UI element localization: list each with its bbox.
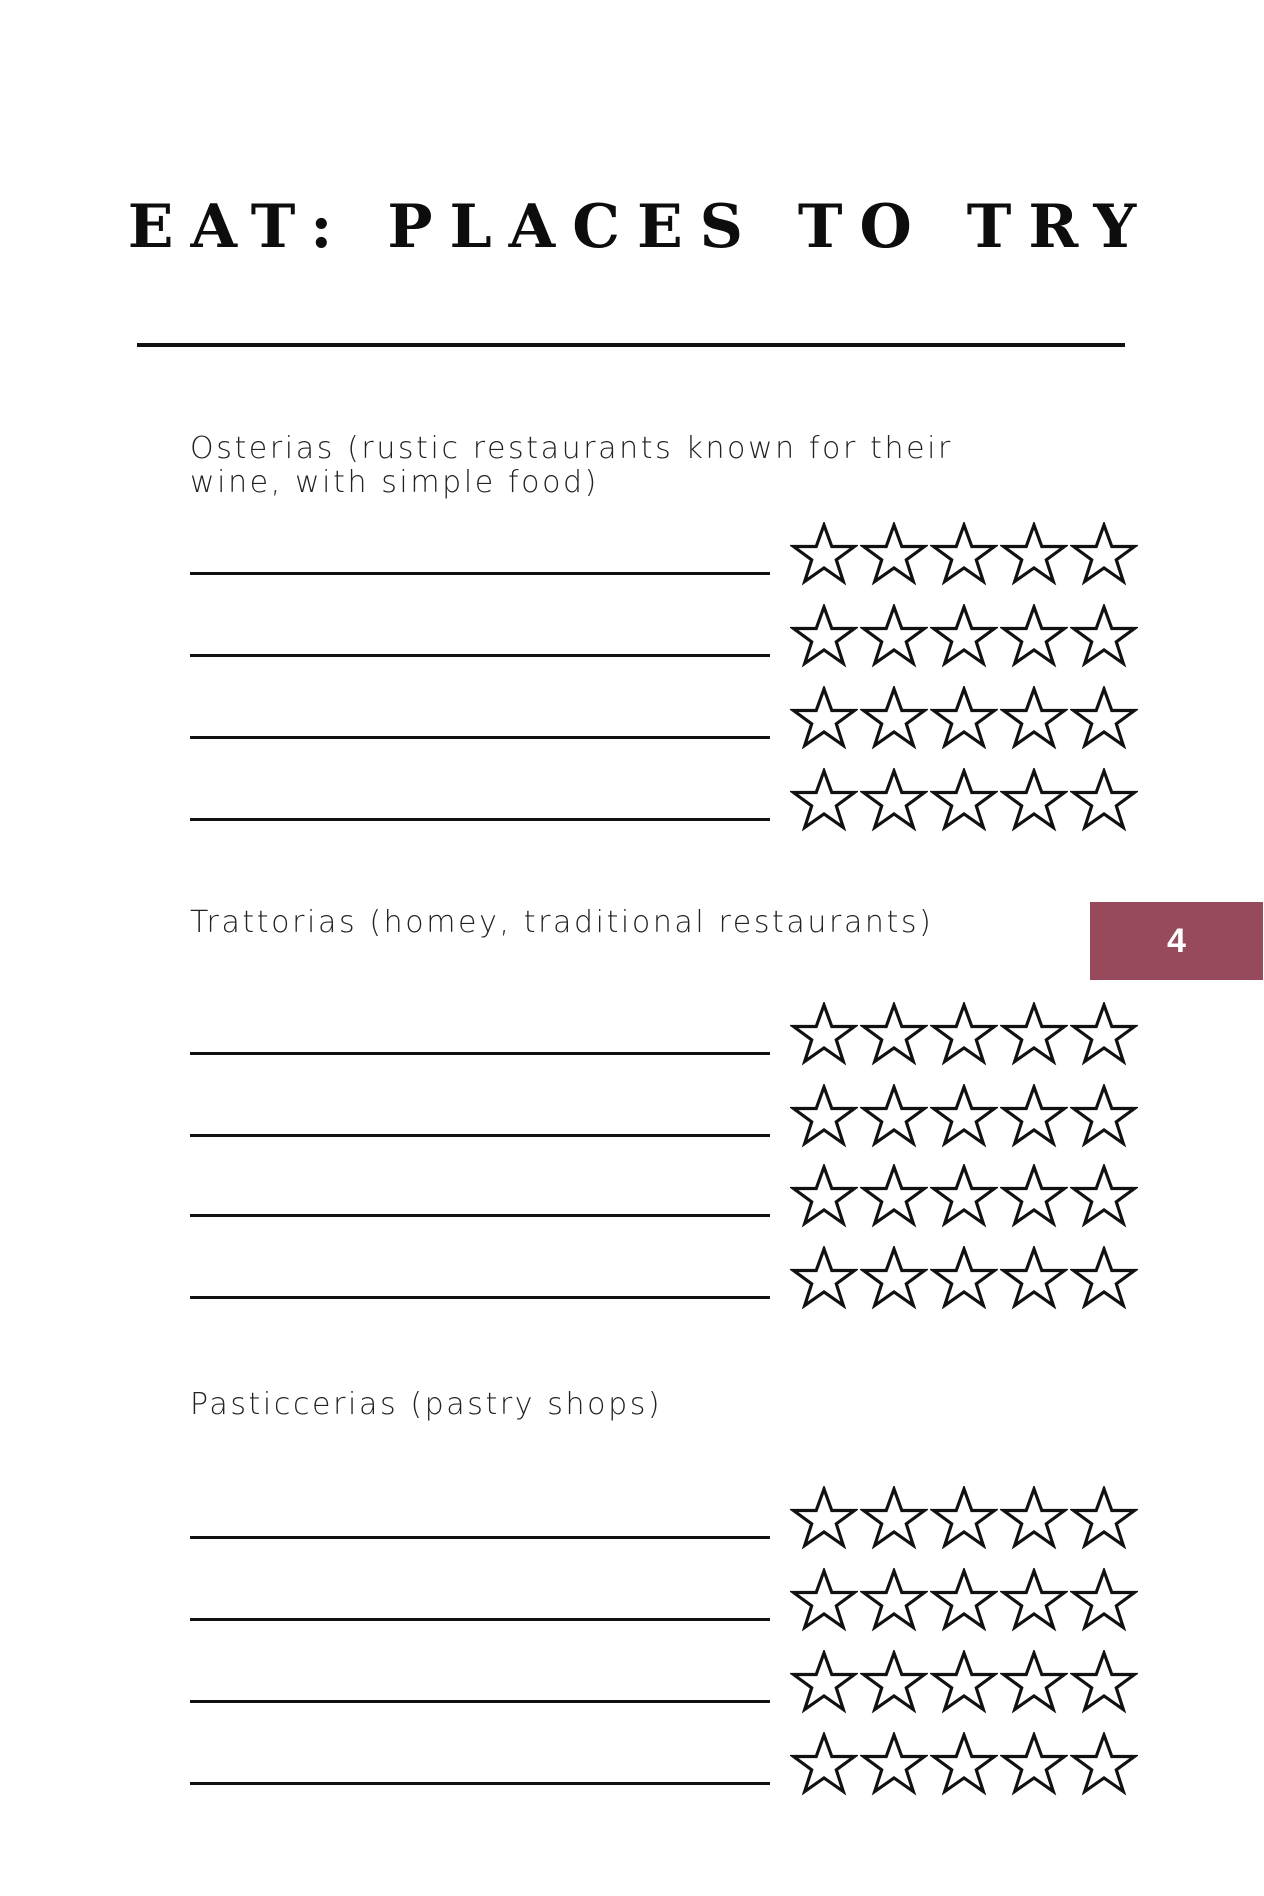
write-in-line[interactable] (190, 1782, 770, 1785)
star-outline-icon[interactable] (790, 1002, 858, 1068)
write-in-line[interactable] (190, 654, 770, 657)
star-rating (790, 1084, 1138, 1150)
star-outline-icon[interactable] (860, 1164, 928, 1230)
star-outline-icon[interactable] (930, 1486, 998, 1552)
star-outline-icon[interactable] (930, 1002, 998, 1068)
write-in-line[interactable] (190, 1536, 770, 1539)
star-outline-icon[interactable] (860, 604, 928, 670)
write-in-line[interactable] (190, 1214, 770, 1217)
star-outline-icon[interactable] (860, 1002, 928, 1068)
star-outline-icon[interactable] (1070, 1084, 1138, 1150)
star-outline-icon[interactable] (1000, 1568, 1068, 1634)
star-outline-icon[interactable] (1070, 768, 1138, 834)
write-in-line[interactable] (190, 1296, 770, 1299)
star-outline-icon[interactable] (1000, 1732, 1068, 1798)
star-outline-icon[interactable] (1070, 1246, 1138, 1312)
star-outline-icon[interactable] (790, 1246, 858, 1312)
star-outline-icon[interactable] (790, 1650, 858, 1716)
star-outline-icon[interactable] (860, 1084, 928, 1150)
star-outline-icon[interactable] (1000, 1486, 1068, 1552)
star-outline-icon[interactable] (930, 1084, 998, 1150)
star-outline-icon[interactable] (930, 522, 998, 588)
page-title: EAT: PLACES TO TRY (127, 192, 1154, 262)
star-outline-icon[interactable] (930, 1732, 998, 1798)
star-outline-icon[interactable] (930, 1164, 998, 1230)
page-number: 4 (1167, 921, 1186, 960)
star-outline-icon[interactable] (790, 1568, 858, 1634)
star-outline-icon[interactable] (860, 1650, 928, 1716)
star-outline-icon[interactable] (1000, 1650, 1068, 1716)
star-outline-icon[interactable] (790, 1164, 858, 1230)
write-in-line[interactable] (190, 736, 770, 739)
star-outline-icon[interactable] (860, 1568, 928, 1634)
star-outline-icon[interactable] (790, 522, 858, 588)
star-outline-icon[interactable] (790, 604, 858, 670)
star-rating (790, 522, 1138, 588)
star-outline-icon[interactable] (1000, 686, 1068, 752)
star-outline-icon[interactable] (930, 686, 998, 752)
star-outline-icon[interactable] (1000, 1002, 1068, 1068)
star-outline-icon[interactable] (860, 522, 928, 588)
section-heading: Pasticcerias (pastry shops) (190, 1387, 663, 1422)
star-outline-icon[interactable] (860, 1732, 928, 1798)
star-rating (790, 1568, 1138, 1634)
star-rating (790, 1650, 1138, 1716)
star-rating (790, 768, 1138, 834)
star-outline-icon[interactable] (1000, 1164, 1068, 1230)
star-outline-icon[interactable] (930, 768, 998, 834)
star-outline-icon[interactable] (1000, 768, 1068, 834)
star-rating (790, 1732, 1138, 1798)
star-outline-icon[interactable] (1070, 1732, 1138, 1798)
star-outline-icon[interactable] (790, 1084, 858, 1150)
star-outline-icon[interactable] (1000, 1084, 1068, 1150)
star-rating (790, 1164, 1138, 1230)
star-outline-icon[interactable] (1070, 1002, 1138, 1068)
write-in-line[interactable] (190, 1618, 770, 1621)
star-outline-icon[interactable] (1070, 522, 1138, 588)
write-in-line[interactable] (190, 1134, 770, 1137)
section-heading: Trattorias (homey, traditional restaurants) (190, 905, 934, 940)
star-outline-icon[interactable] (1070, 1650, 1138, 1716)
star-outline-icon[interactable] (860, 1486, 928, 1552)
write-in-line[interactable] (190, 818, 770, 821)
star-rating (790, 1002, 1138, 1068)
star-outline-icon[interactable] (790, 1732, 858, 1798)
write-in-line[interactable] (190, 572, 770, 575)
star-outline-icon[interactable] (860, 686, 928, 752)
star-outline-icon[interactable] (790, 686, 858, 752)
star-rating (790, 1486, 1138, 1552)
star-outline-icon[interactable] (1070, 686, 1138, 752)
star-outline-icon[interactable] (860, 1246, 928, 1312)
star-outline-icon[interactable] (1000, 522, 1068, 588)
star-rating (790, 686, 1138, 752)
star-outline-icon[interactable] (1000, 604, 1068, 670)
star-outline-icon[interactable] (1070, 1164, 1138, 1230)
star-outline-icon[interactable] (930, 1246, 998, 1312)
star-outline-icon[interactable] (1070, 1486, 1138, 1552)
star-outline-icon[interactable] (1070, 1568, 1138, 1634)
star-outline-icon[interactable] (1070, 604, 1138, 670)
star-outline-icon[interactable] (1000, 1246, 1068, 1312)
star-rating (790, 604, 1138, 670)
write-in-line[interactable] (190, 1052, 770, 1055)
star-outline-icon[interactable] (930, 604, 998, 670)
star-rating (790, 1246, 1138, 1312)
page-number-tab (1090, 902, 1263, 980)
section-heading: Osterias (rustic restaurants known for their wine, with simple food) (190, 431, 953, 500)
star-outline-icon[interactable] (930, 1568, 998, 1634)
write-in-line[interactable] (190, 1700, 770, 1703)
star-outline-icon[interactable] (790, 768, 858, 834)
star-outline-icon[interactable] (860, 768, 928, 834)
title-divider (137, 343, 1125, 347)
star-outline-icon[interactable] (930, 1650, 998, 1716)
star-outline-icon[interactable] (790, 1486, 858, 1552)
